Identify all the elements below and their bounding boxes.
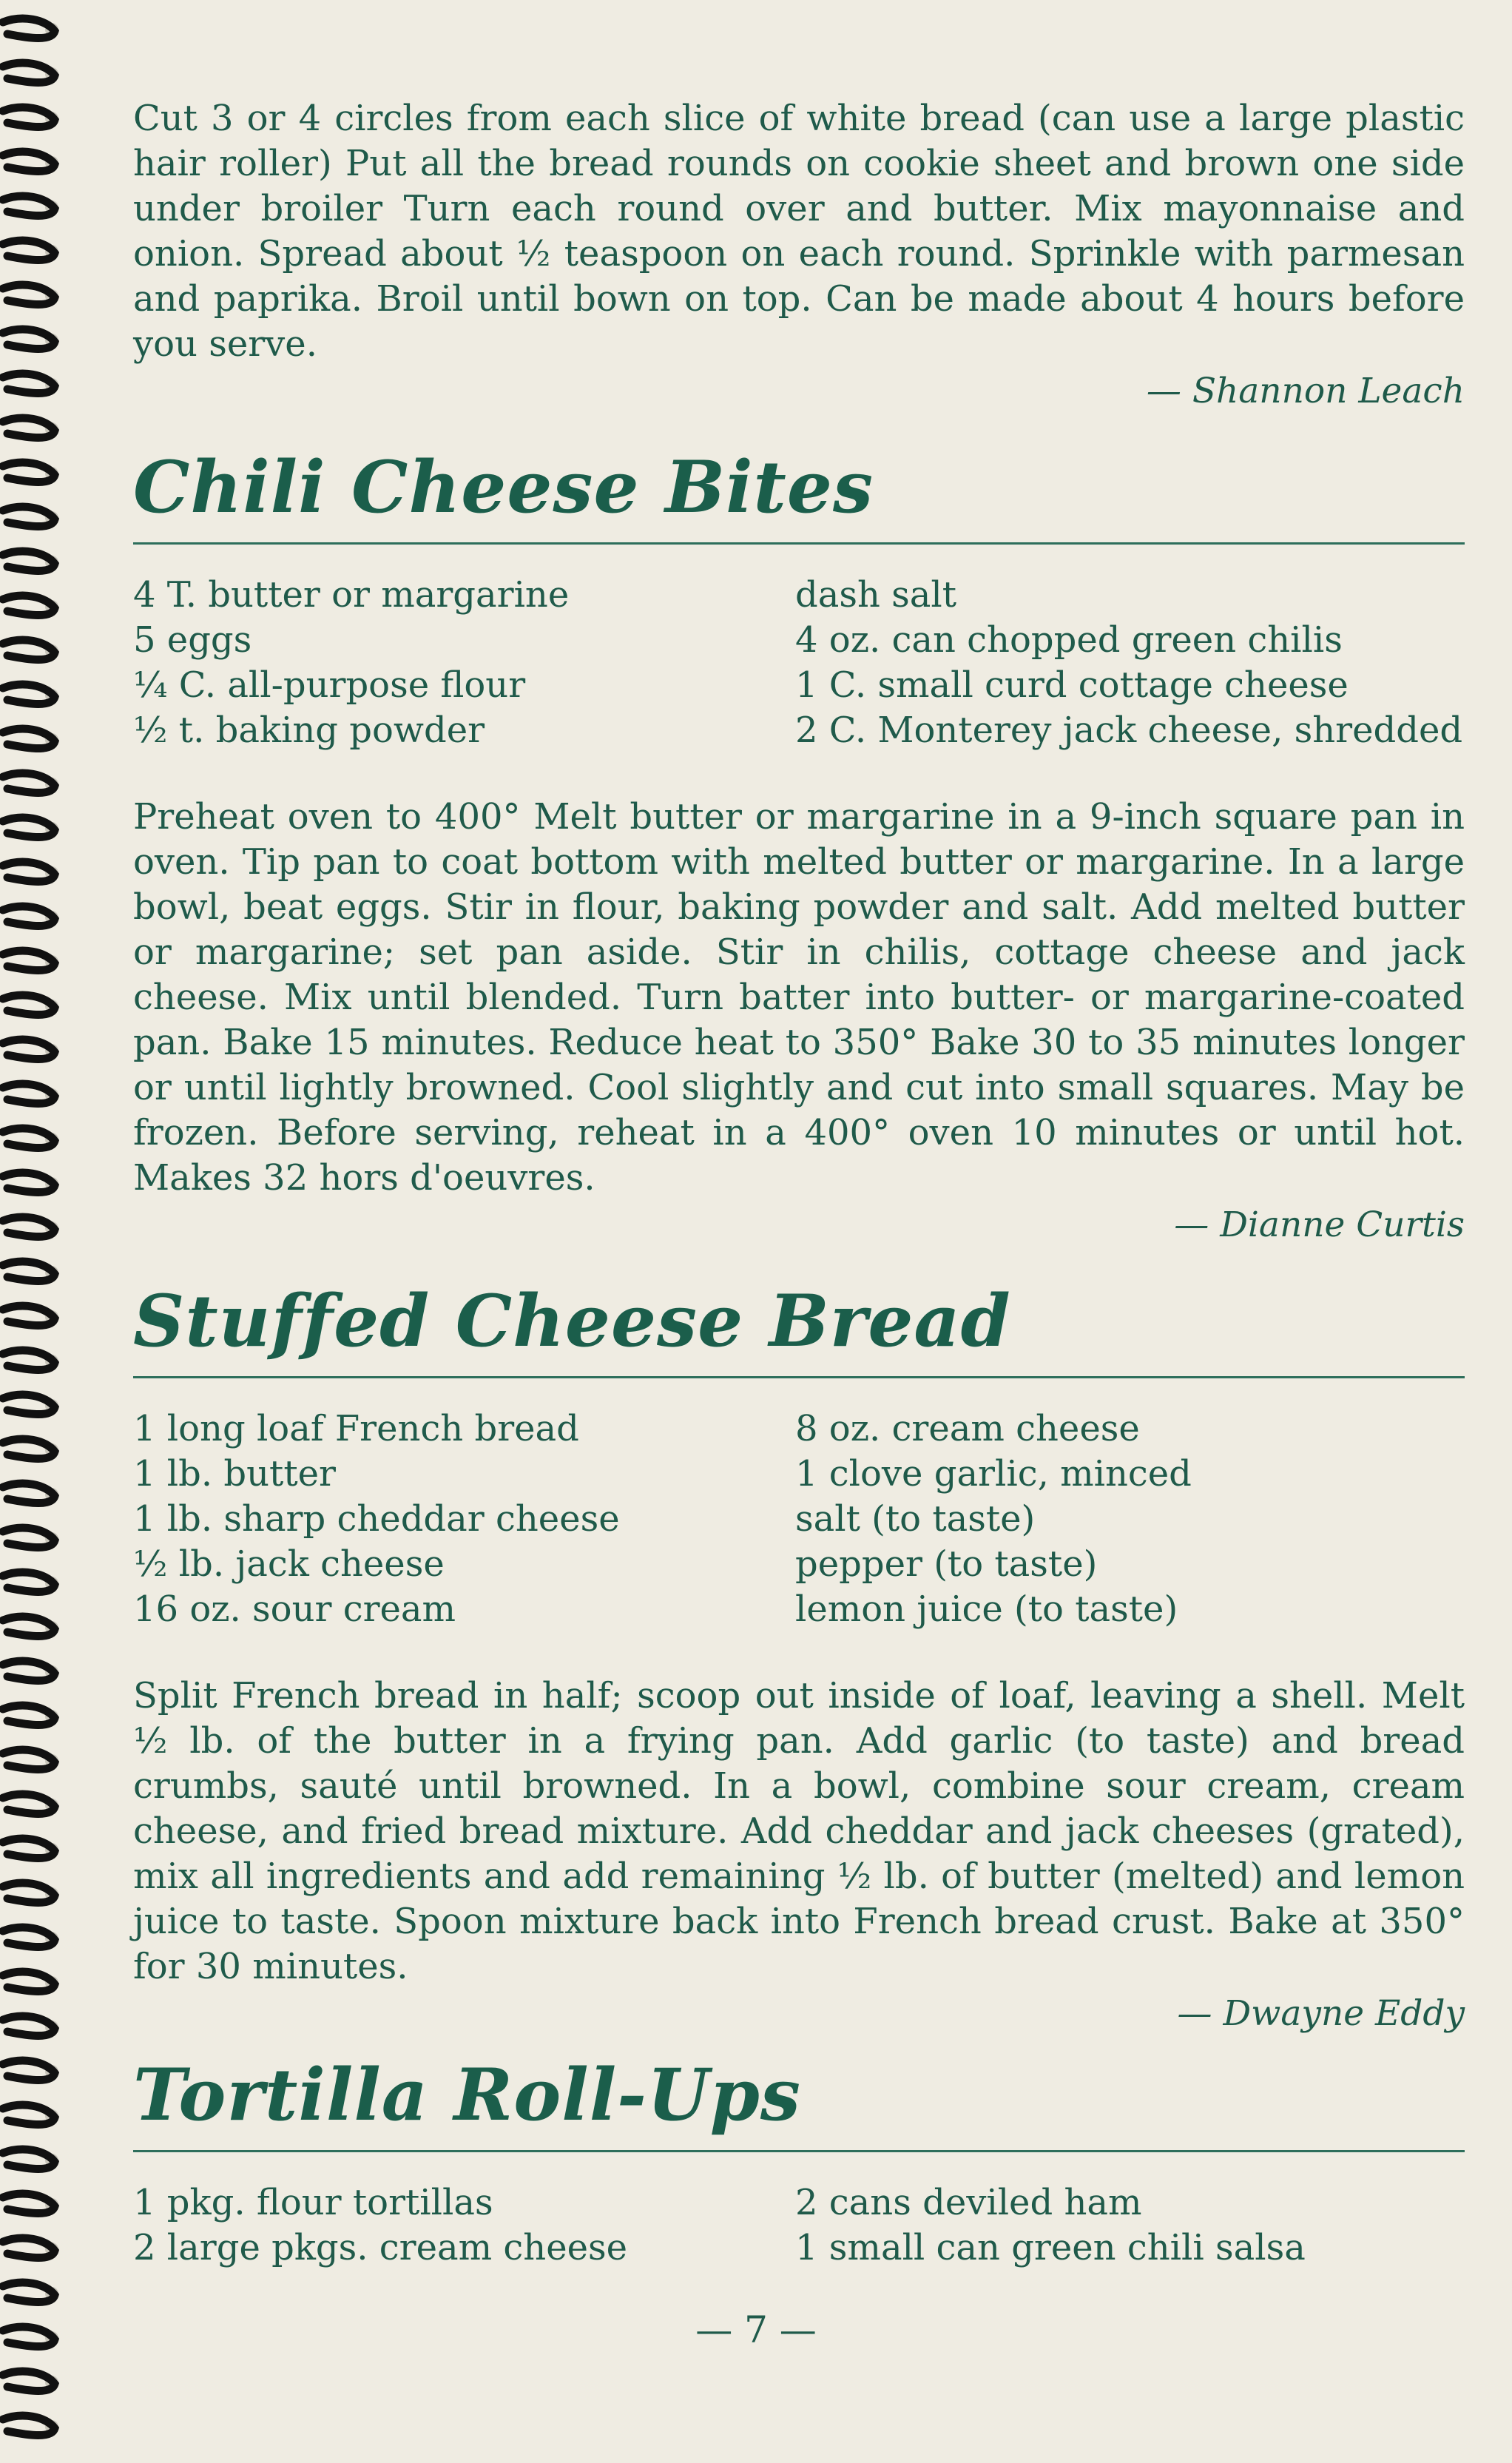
ingredient: ¼ C. all-purpose flour: [133, 664, 526, 706]
spiral-coil: [3, 2416, 55, 2435]
recipe-author: — Dwayne Eddy: [1177, 1993, 1465, 2034]
spiral-coil: [3, 1217, 55, 1236]
spiral-coil: [3, 1173, 55, 1192]
spiral-coil: [3, 951, 55, 970]
cookbook-page: [133, 96, 1465, 2271]
spiral-coil: [3, 18, 55, 38]
recipe-title-stuffed-cheese-bread: Stuffed Cheese Bread: [133, 1279, 1011, 1363]
divider: [133, 2150, 1465, 2152]
ingredient-list: [133, 573, 1465, 753]
ingredient-column-right: [795, 2180, 1465, 2271]
spiral-coil: [3, 1439, 55, 1458]
ingredient: 1 long loaf French bread: [133, 1408, 579, 1449]
spiral-coil: [3, 2149, 55, 2169]
spiral-coil: [3, 2016, 55, 2035]
spiral-coil: [3, 1794, 55, 1813]
recipe-title-tortilla-roll-ups: Tortilla Roll-Ups: [133, 2053, 801, 2137]
divider: [133, 542, 1465, 545]
intro-author: — Shannon Leach: [1146, 371, 1465, 411]
ingredient: 1 pkg. flour tortillas: [133, 2182, 493, 2223]
ingredient: pepper (to taste): [795, 1543, 1098, 1585]
intro-directions: Cut 3 or 4 circles from each slice of white bread (can use a large plastic hair roller) Put all the bread rounds on cookie sheet and brown one side under broiler Turn each round over and butter. Mix mayonnaise and onion. Spread about ½ teaspoon on each round. Sprinkle with parmesan and paprika. Broil until bown on top. Can be made about 4 hours before you serve.: [133, 98, 1465, 365]
ingredient: 5 eggs: [133, 619, 252, 661]
spiral-coil: [3, 1883, 55, 1902]
recipe-directions: Preheat oven to 400° Melt butter or margarine in a 9-inch square pan in oven. Tip pan to coat bottom with melted butter or margarine. In a large bowl, beat eggs. Stir in flour, baking powder and salt. Add melted butter or margarine; set pan aside. Stir in chilis, cottage cheese and jack cheese. Mix until blended. Turn batter into butter- or margarine-coated pan. Bake 15 minutes. Reduce heat to 350° Bake 30 to 35 minutes longer or until lightly browned. Cool slightly and cut into small squares. May be frozen. Before serving, reheat in a 400° oven 10 minutes or until hot. Makes 32 hors d'oeuvres.: [133, 796, 1465, 1199]
spiral-coil: [3, 995, 55, 1014]
spiral-coil: [3, 2371, 55, 2390]
spiral-coil: [3, 1972, 55, 1991]
ingredient: 4 T. butter or margarine: [133, 574, 570, 616]
spiral-coil: [3, 1350, 55, 1369]
ingredient: 1 clove garlic, minced: [795, 1453, 1192, 1495]
spiral-coil: [3, 418, 55, 437]
ingredient-list: [133, 1406, 1465, 1632]
spiral-coil: [3, 507, 55, 526]
spiral-coil: [3, 1839, 55, 1858]
spiral-binding: [0, 0, 67, 2463]
spiral-coil: [3, 1927, 55, 1947]
ingredient-column-left: [133, 1406, 795, 1632]
ingredient: 1 C. small curd cottage cheese: [795, 664, 1349, 706]
spiral-coil: [3, 107, 55, 127]
ingredient: dash salt: [795, 574, 957, 616]
spiral-coil: [3, 1395, 55, 1414]
ingredient: 8 oz. cream cheese: [795, 1408, 1140, 1449]
spiral-coil: [3, 729, 55, 748]
spiral-coil: [3, 596, 55, 615]
spiral-coil: [3, 862, 55, 881]
ingredient: 2 large pkgs. cream cheese: [133, 2227, 628, 2268]
recipe-directions: Split French bread in half; scoop out inside of loaf, leaving a shell. Melt ½ lb. of the butter in a frying pan. Add garlic (to taste) and bread crumbs, sauté until browned. In a bowl, combine sour cream, cream cheese, and fried bread mixture. Add cheddar and jack cheeses (grated), mix all ingredients and add remaining ½ lb. of butter (melted) and lemon juice to taste. Spoon mixture back into French bread crust. Bake at 350° for 30 minutes.: [133, 1675, 1465, 1987]
spiral-coil: [3, 1572, 55, 1591]
spiral-coil: [3, 1661, 55, 1680]
ingredient-column-left: [133, 573, 795, 753]
spiral-coil: [3, 1705, 55, 1725]
ingredient: 1 small can green chili salsa: [795, 2227, 1306, 2268]
ingredient: 1 lb. sharp cheddar cheese: [133, 1498, 620, 1540]
spiral-coil: [3, 1306, 55, 1325]
ingredient-column-right: [795, 1406, 1465, 1632]
recipe-title-chili-cheese-bites: Chili Cheese Bites: [133, 445, 874, 529]
spiral-coil: [3, 640, 55, 659]
ingredient: 4 oz. can chopped green chilis: [795, 619, 1343, 661]
divider: [133, 1376, 1465, 1378]
spiral-coil: [3, 1128, 55, 1148]
recipe-author: — Dianne Curtis: [1174, 1204, 1465, 1245]
spiral-coil: [3, 551, 55, 570]
ingredient: 2 cans deviled ham: [795, 2182, 1142, 2223]
ingredient: salt (to taste): [795, 1498, 1036, 1540]
spiral-coil: [3, 2194, 55, 2213]
spiral-coil: [3, 285, 55, 304]
spiral-coil: [3, 374, 55, 393]
spiral-coil: [3, 1483, 55, 1503]
spiral-coil: [3, 773, 55, 792]
ingredient: lemon juice (to taste): [795, 1588, 1178, 1630]
spiral-coil: [3, 2105, 55, 2124]
ingredient: 16 oz. sour cream: [133, 1588, 456, 1630]
spiral-coil: [3, 906, 55, 926]
spiral-coil: [3, 818, 55, 837]
spiral-coil: [3, 1617, 55, 1636]
spiral-coil: [3, 1040, 55, 1059]
spiral-coil: [3, 240, 55, 260]
ingredient-column-right: [795, 573, 1465, 753]
ingredient: 1 lb. butter: [133, 1453, 336, 1495]
spiral-coil: [3, 2282, 55, 2302]
spiral-coil: [3, 196, 55, 215]
spiral-coil: [3, 152, 55, 171]
ingredient: ½ lb. jack cheese: [133, 1543, 445, 1585]
spiral-coil: [3, 1084, 55, 1103]
page-number: — 7 —: [695, 2308, 817, 2351]
spiral-coil: [3, 462, 55, 482]
spiral-coil: [3, 1528, 55, 1547]
spiral-coil: [3, 63, 55, 82]
spiral-coil: [3, 684, 55, 704]
ingredient: 2 C. Monterey jack cheese, shredded: [795, 710, 1463, 751]
ingredient-column-left: [133, 2180, 795, 2271]
spiral-coil: [3, 329, 55, 348]
ingredient: ½ t. baking powder: [133, 710, 485, 751]
spiral-coil: [3, 2061, 55, 2080]
spiral-coil: [3, 1750, 55, 1769]
spiral-coil: [3, 1261, 55, 1281]
ingredient-list: [133, 2180, 1465, 2271]
spiral-coil: [3, 2238, 55, 2257]
